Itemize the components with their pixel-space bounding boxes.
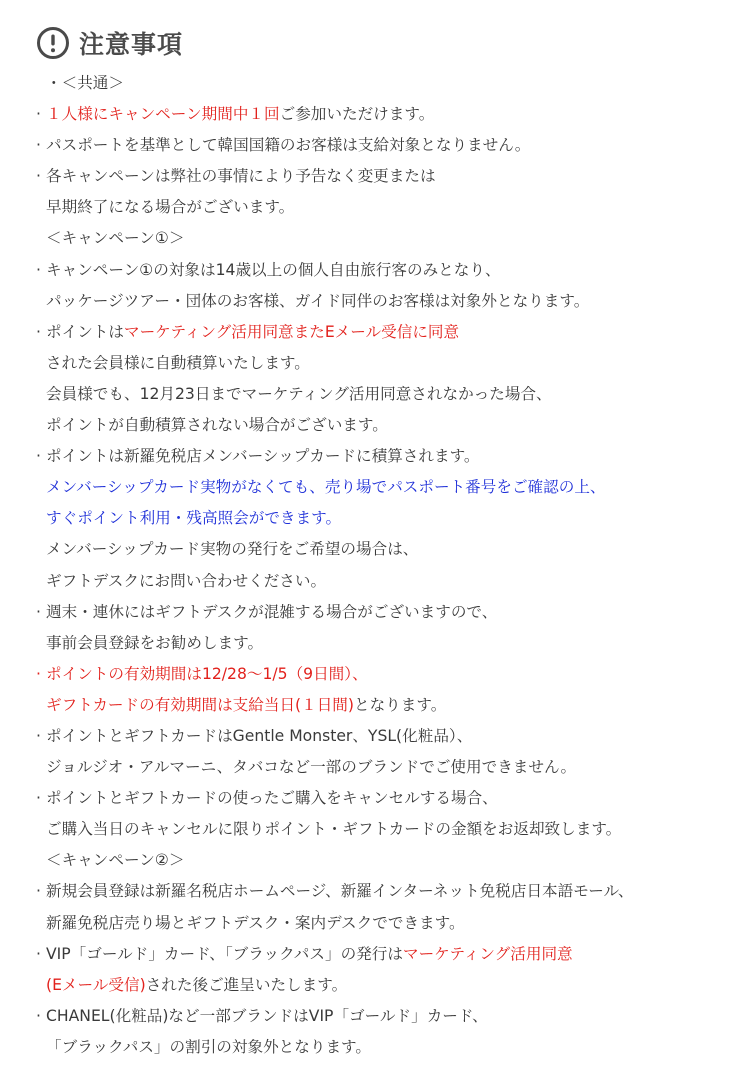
notice-header xyxy=(36,22,716,64)
highlight-red-text: １人様にキャンペーン期間中１回 xyxy=(46,105,280,124)
bullet-marker: · xyxy=(36,664,41,683)
notice-text xyxy=(46,192,294,223)
notice-line-continued xyxy=(36,286,716,317)
notice-line-continued xyxy=(36,628,716,659)
notice-item xyxy=(36,876,716,907)
notice-text xyxy=(46,783,498,814)
notice-text xyxy=(46,970,347,1001)
indent-spacer xyxy=(36,379,46,410)
body-text: ＜キャンペーン①＞ xyxy=(46,229,185,248)
notice-text xyxy=(46,1032,371,1063)
notice-item xyxy=(36,597,716,628)
highlight-blue-text: すぐポイント利用・残高照会ができます。 xyxy=(46,509,342,528)
bullet-marker: · xyxy=(36,789,41,808)
notice-item xyxy=(36,1001,716,1032)
notice-text xyxy=(46,472,606,503)
indent-spacer xyxy=(36,68,46,99)
body-text: ジョルジオ・アルマーニ、タバコなど一部のブランドでご使用できません。 xyxy=(46,758,577,777)
body-text: パッケージツアー・団体のお客様、ガイド同伴のお客様は対象外となります。 xyxy=(46,291,590,310)
notice-list xyxy=(36,68,716,1063)
notice-line-continued xyxy=(36,908,716,939)
notice-text xyxy=(46,379,552,410)
notice-line-continued xyxy=(36,752,716,783)
body-text: ポイントは新羅免税店メンバーシップカードに積算されます。 xyxy=(46,447,480,466)
notice-item xyxy=(36,721,716,752)
notice-text xyxy=(46,1001,488,1032)
body-text: メンバーシップカード実物の発行をご希望の場合は、 xyxy=(46,540,419,559)
highlight-blue-text: メンバーシップカード実物がなくても、売り場でパスポート番号をご確認の上、 xyxy=(46,478,606,497)
body-text: パスポートを基準として韓国国籍のお客様は支給対象となりません。 xyxy=(46,136,531,155)
notice-text xyxy=(46,690,446,721)
bullet-marker: · xyxy=(36,944,41,963)
body-text: 新羅免税店売り場とギフトデスク・案内デスクでできます。 xyxy=(46,913,465,932)
body-text: 各キャンペーンは弊社の事情により予告なく変更または xyxy=(46,167,436,186)
notice-text xyxy=(46,286,589,317)
bullet-marker: · xyxy=(36,447,41,466)
body-text: ・＜共通＞ xyxy=(46,74,124,92)
notice-text xyxy=(46,908,465,939)
notice-item xyxy=(36,939,716,970)
indent-spacer xyxy=(36,534,46,565)
indent-spacer xyxy=(36,286,46,317)
body-text: 事前会員登録をお勧めします。 xyxy=(46,633,264,652)
notice-text xyxy=(46,628,263,659)
notice-item xyxy=(36,161,716,192)
notice-line-continued xyxy=(36,1032,716,1063)
body-text: 「ブラックパス」の割引の対象外となります。 xyxy=(46,1037,371,1056)
body-text: ご購入当日のキャンセルに限りポイント・ギフトカードの金額をお返却致します。 xyxy=(46,820,622,839)
notice-text xyxy=(46,161,436,192)
exclamation-circle-icon xyxy=(36,26,70,60)
bullet-marker: · xyxy=(36,726,41,745)
page-title: 注意事項 xyxy=(79,30,184,59)
indent-spacer xyxy=(36,908,46,939)
body-text: ポイントとギフトカードの使ったご購入をキャンセルする場合、 xyxy=(46,789,498,808)
notice-text xyxy=(46,534,418,565)
body-text: 新規会員登録は新羅名税店ホームページ、新羅インターネット免税店日本語モール、 xyxy=(46,882,634,901)
notice-text xyxy=(46,814,621,845)
body-text: ＜キャンペーン②＞ xyxy=(46,851,185,870)
highlight-red-text: ギフトカードの有効期間は支給当日(１日間) xyxy=(46,695,354,714)
notice-item xyxy=(36,659,716,690)
notice-text xyxy=(46,255,501,286)
indent-spacer xyxy=(36,192,46,223)
notice-item xyxy=(36,317,716,348)
indent-spacer xyxy=(36,814,46,845)
body-text: となります。 xyxy=(353,695,447,714)
indent-spacer xyxy=(36,1032,46,1063)
bullet-marker: · xyxy=(36,602,41,621)
body-text: ポイントが自動積算されない場合がございます。 xyxy=(46,416,388,435)
section-heading xyxy=(36,223,716,254)
notice-line-continued xyxy=(36,814,716,845)
indent-spacer xyxy=(36,628,46,659)
body-text: VIP「ゴールド」カード、「ブラックパス」の発行は xyxy=(46,944,403,963)
notice-text xyxy=(46,876,633,907)
notice-text xyxy=(46,68,124,99)
bullet-marker: · xyxy=(36,167,41,186)
indent-spacer xyxy=(36,223,46,254)
notice-line-continued xyxy=(36,690,716,721)
indent-spacer xyxy=(36,566,46,597)
notice-item xyxy=(36,441,716,472)
indent-spacer xyxy=(36,503,46,534)
notice-line-continued xyxy=(36,472,716,503)
highlight-red-text: マーケティング活用同意またEメール受信に同意 xyxy=(123,322,460,341)
section-heading xyxy=(36,68,716,99)
notice-item xyxy=(36,99,716,130)
indent-spacer xyxy=(36,845,46,876)
body-text: キャンペーン①の対象は14歳以上の個人自由旅行客のみとなり、 xyxy=(46,260,501,279)
notice-text xyxy=(46,939,573,970)
notice-line-continued xyxy=(36,534,716,565)
notice-text xyxy=(46,845,184,876)
notice-text xyxy=(46,597,497,628)
notice-line-continued xyxy=(36,348,716,379)
notice-text xyxy=(46,752,576,783)
notice-item xyxy=(36,130,716,161)
notice-text xyxy=(46,223,184,254)
indent-spacer xyxy=(36,690,46,721)
bullet-marker: · xyxy=(36,882,41,901)
bullet-marker: · xyxy=(36,105,41,124)
indent-spacer xyxy=(36,410,46,441)
indent-spacer xyxy=(36,472,46,503)
highlight-red-text: ポイントの有効期間は12/28～1/5（9日間）、 xyxy=(46,664,368,683)
bullet-marker: · xyxy=(36,1006,41,1025)
notice-line-continued xyxy=(36,410,716,441)
bullet-marker: · xyxy=(36,322,41,341)
body-text: ポイントは xyxy=(46,322,124,341)
body-text: された後ご進呈いたします。 xyxy=(145,975,348,994)
notice-line-continued xyxy=(36,379,716,410)
notice-text xyxy=(46,503,341,534)
notice-item xyxy=(36,783,716,814)
notice-line-continued xyxy=(36,503,716,534)
bullet-marker: · xyxy=(36,136,41,155)
notice-text xyxy=(46,566,326,597)
notice-line-continued xyxy=(36,566,716,597)
body-text: された会員様に自動積算いたします。 xyxy=(46,353,310,372)
notice-text xyxy=(46,317,459,348)
notice-text xyxy=(46,659,368,690)
indent-spacer xyxy=(36,348,46,379)
notice-text xyxy=(46,130,530,161)
notice-text xyxy=(46,721,472,752)
indent-spacer xyxy=(36,970,46,1001)
highlight-red-text: マーケティング活用同意 xyxy=(402,944,573,963)
bullet-marker: · xyxy=(36,260,41,279)
notice-line-continued xyxy=(36,970,716,1001)
notice-text xyxy=(46,99,434,130)
indent-spacer xyxy=(36,752,46,783)
notice-text xyxy=(46,441,480,472)
section-heading xyxy=(36,845,716,876)
highlight-red-text: (Eメール受信) xyxy=(46,975,146,994)
body-text: ポイントとギフトカードはGentle Monster、YSL(化粧品）、 xyxy=(46,726,473,745)
body-text: CHANEL(化粧品)など一部ブランドはVIP「ゴールド」カード、 xyxy=(46,1006,488,1025)
body-text: 会員様でも、12月23日までマーケティング活用同意されなかった場合、 xyxy=(46,384,552,403)
notice-line-continued xyxy=(36,192,716,223)
body-text: ご参加いただけます。 xyxy=(279,105,435,124)
notice-text xyxy=(46,410,388,441)
body-text: 早期終了になる場合がございます。 xyxy=(46,198,295,217)
notice-item xyxy=(36,255,716,286)
body-text: 週末・連休にはギフトデスクが混雑する場合がございますので、 xyxy=(46,602,498,621)
notice-text xyxy=(46,348,310,379)
body-text: ギフトデスクにお問い合わせください。 xyxy=(46,571,327,590)
